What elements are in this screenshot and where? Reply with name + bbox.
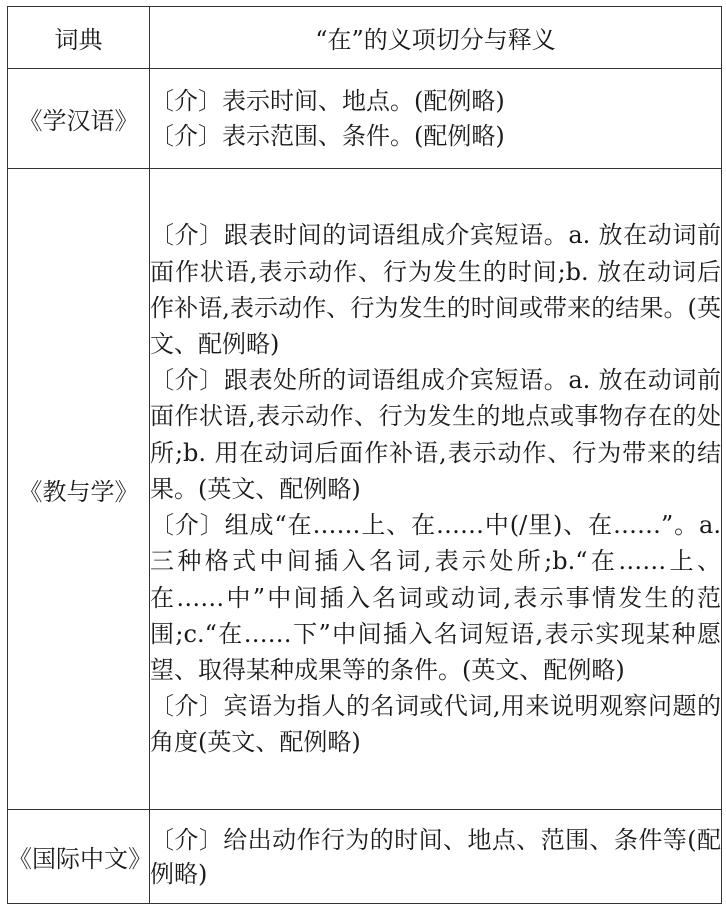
sense-item: 〔介〕跟表时间的词语组成介宾短语。a. 放在动词前面作状语,表示动作、行为发生的时间;b. 放在动词后作补语,表示动作、行为发生的时间或带来的结果。(英文、配例略) xyxy=(150,221,721,359)
column-header-dictionary: 词典 xyxy=(8,7,150,69)
table-header-row xyxy=(8,7,722,69)
table-row xyxy=(8,169,722,810)
sense-item: 〔介〕跟表处所的词语组成介宾短语。a. 放在动词前面作状语,表示动作、行为发生的地点或事物存在的处所;b. 用在动词后面作补语,表示动作、行为带来的结果。(英文、配例略) xyxy=(150,366,721,503)
sense-item: 〔介〕表示范围、条件。(配例略) xyxy=(150,122,505,150)
table-row xyxy=(8,810,722,904)
sense-item: 〔介〕宾语为指人的名词或代词,用来说明观察问题的角度(英文、配例略) xyxy=(150,692,721,757)
dictionary-name: 《学汉语》 xyxy=(8,69,150,169)
sense-definitions xyxy=(150,69,722,169)
dictionary-name: 《国际中文》 xyxy=(8,810,150,904)
sense-item: 〔介〕表示时间、地点。(配例略) xyxy=(150,87,505,115)
dictionary-comparison-table xyxy=(7,6,722,904)
sense-item: 〔介〕组成“在……上、在……中(/里)、在……”。a. 三种格式中间插入名词,表示处所;b.“在……上、在……中”中间插入名词或动词,表示事情发生的范围;c.“在……下”中间插入名词短语,表示实现某种愿望、取得某种成果等的条件。(英文、配例略) xyxy=(150,511,721,684)
sense-definitions xyxy=(150,810,722,904)
sense-item: 〔介〕给出动作行为的时间、地点、范围、条件等(配例略) xyxy=(150,825,721,888)
table-row xyxy=(8,69,722,169)
sense-definitions xyxy=(150,169,722,810)
dictionary-name: 《教与学》 xyxy=(8,169,150,810)
column-header-senses: “在”的义项切分与释义 xyxy=(150,7,722,69)
